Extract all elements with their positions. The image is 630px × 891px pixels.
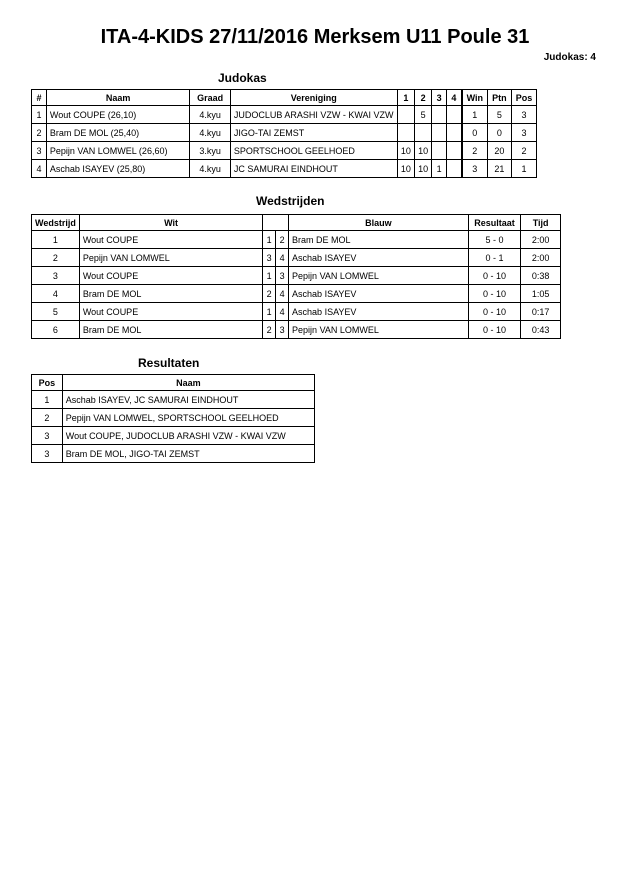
resultaat-pos: 2 bbox=[32, 409, 63, 427]
wedstrijd-nr: 5 bbox=[32, 303, 80, 321]
judoka-pos: 1 bbox=[511, 160, 536, 178]
judoka-score-4 bbox=[447, 160, 462, 178]
wedstrijd-wit-nr: 2 bbox=[263, 285, 276, 303]
page-title: ITA-4-KIDS 27/11/2016 Merksem U11 Poule 31 bbox=[100, 26, 530, 48]
wedstrijd-blauw-nr: 3 bbox=[276, 321, 289, 339]
judoka-score-4 bbox=[447, 142, 462, 160]
judoka-win: 0 bbox=[462, 124, 488, 142]
judoka-row bbox=[32, 142, 537, 160]
header-resultaat: Resultaat bbox=[468, 215, 521, 231]
header-blauw: Blauw bbox=[289, 215, 469, 231]
wedstrijd-row bbox=[32, 303, 561, 321]
judoka-win: 2 bbox=[462, 142, 488, 160]
judoka-vereniging: JUDOCLUB ARASHI VZW - KWAI VZW bbox=[230, 106, 397, 124]
wedstrijd-row bbox=[32, 321, 561, 339]
header-naam: Naam bbox=[46, 90, 189, 106]
wedstrijd-tijd: 0:17 bbox=[521, 303, 561, 321]
resultaat-row bbox=[32, 445, 315, 463]
header-wedstrijd: Wedstrijd bbox=[32, 215, 80, 231]
header-vereniging: Vereniging bbox=[230, 90, 397, 106]
wedstrijd-tijd: 2:00 bbox=[521, 249, 561, 267]
wedstrijd-nr: 2 bbox=[32, 249, 80, 267]
judoka-vereniging: JC SAMURAI EINDHOUT bbox=[230, 160, 397, 178]
judoka-nr: 2 bbox=[32, 124, 47, 142]
header-ptn: Ptn bbox=[487, 90, 511, 106]
wedstrijd-row bbox=[32, 249, 561, 267]
judoka-ptn: 0 bbox=[487, 124, 511, 142]
wedstrijd-tijd: 2:00 bbox=[521, 231, 561, 249]
header-graad: Graad bbox=[190, 90, 231, 106]
judoka-score-3 bbox=[432, 142, 447, 160]
wedstrijd-nr: 4 bbox=[32, 285, 80, 303]
judoka-score-3: 1 bbox=[432, 160, 447, 178]
resultaten-table bbox=[31, 374, 315, 463]
resultaat-pos: 3 bbox=[32, 445, 63, 463]
header-score-3: 3 bbox=[432, 90, 447, 106]
wedstrijd-blauw: Pepijn VAN LOMWEL bbox=[289, 321, 469, 339]
wedstrijd-blauw: Aschab ISAYEV bbox=[289, 303, 469, 321]
judoka-score-3 bbox=[432, 106, 447, 124]
judokas-count: Judokas: 4 bbox=[543, 52, 596, 63]
judoka-row bbox=[32, 160, 537, 178]
wedstrijd-blauw-nr: 4 bbox=[276, 249, 289, 267]
wedstrijd-row bbox=[32, 285, 561, 303]
judoka-score-2: 10 bbox=[415, 142, 432, 160]
wedstrijd-wit-nr: 1 bbox=[263, 231, 276, 249]
judoka-score-1: 10 bbox=[397, 142, 415, 160]
wedstrijd-wit: Bram DE MOL bbox=[79, 285, 262, 303]
judoka-score-1 bbox=[397, 106, 415, 124]
judoka-nr: 4 bbox=[32, 160, 47, 178]
judoka-row bbox=[32, 124, 537, 142]
wedstrijden-table bbox=[31, 214, 561, 339]
wedstrijden-header-row bbox=[32, 215, 561, 231]
wedstrijd-wit: Wout COUPE bbox=[79, 231, 262, 249]
judoka-graad: 4.kyu bbox=[190, 160, 231, 178]
judoka-pos: 2 bbox=[511, 142, 536, 160]
judoka-score-2 bbox=[415, 124, 432, 142]
header-tijd: Tijd bbox=[521, 215, 561, 231]
wedstrijd-blauw-nr: 4 bbox=[276, 303, 289, 321]
resultaat-naam: Pepijn VAN LOMWEL, SPORTSCHOOL GEELHOED bbox=[62, 409, 314, 427]
judoka-score-4 bbox=[447, 106, 462, 124]
section-title-resultaten: Resultaten bbox=[138, 356, 200, 370]
judoka-nr: 1 bbox=[32, 106, 47, 124]
judoka-ptn: 5 bbox=[487, 106, 511, 124]
judoka-score-3 bbox=[432, 124, 447, 142]
judoka-vereniging: JIGO-TAI ZEMST bbox=[230, 124, 397, 142]
wedstrijd-nr: 1 bbox=[32, 231, 80, 249]
wedstrijd-nr: 3 bbox=[32, 267, 80, 285]
judoka-score-1 bbox=[397, 124, 415, 142]
wedstrijd-resultaat: 0 - 10 bbox=[468, 303, 521, 321]
judoka-naam: Wout COUPE (26,10) bbox=[46, 106, 189, 124]
header-pos: Pos bbox=[511, 90, 536, 106]
resultaat-row bbox=[32, 409, 315, 427]
judokas-header-row bbox=[32, 90, 537, 106]
resultaat-pos: 1 bbox=[32, 391, 63, 409]
judoka-win: 1 bbox=[462, 106, 488, 124]
resultaten-header-row bbox=[32, 375, 315, 391]
judoka-naam: Aschab ISAYEV (25,80) bbox=[46, 160, 189, 178]
judoka-ptn: 21 bbox=[487, 160, 511, 178]
judoka-nr: 3 bbox=[32, 142, 47, 160]
wedstrijd-resultaat: 0 - 1 bbox=[468, 249, 521, 267]
wedstrijd-wit-nr: 1 bbox=[263, 303, 276, 321]
wedstrijd-wit: Bram DE MOL bbox=[79, 321, 262, 339]
wedstrijd-resultaat: 0 - 10 bbox=[468, 321, 521, 339]
judoka-score-2: 10 bbox=[415, 160, 432, 178]
resultaat-row bbox=[32, 391, 315, 409]
wedstrijd-blauw-nr: 3 bbox=[276, 267, 289, 285]
judoka-win: 3 bbox=[462, 160, 488, 178]
wedstrijd-blauw: Aschab ISAYEV bbox=[289, 285, 469, 303]
header-naam: Naam bbox=[62, 375, 314, 391]
header-spacer bbox=[263, 215, 289, 231]
wedstrijd-blauw: Aschab ISAYEV bbox=[289, 249, 469, 267]
wedstrijd-nr: 6 bbox=[32, 321, 80, 339]
wedstrijd-tijd: 0:38 bbox=[521, 267, 561, 285]
judoka-score-1: 10 bbox=[397, 160, 415, 178]
judoka-pos: 3 bbox=[511, 106, 536, 124]
judoka-naam: Bram DE MOL (25,40) bbox=[46, 124, 189, 142]
section-title-judokas: Judokas bbox=[218, 71, 267, 85]
header-win: Win bbox=[462, 90, 488, 106]
resultaat-pos: 3 bbox=[32, 427, 63, 445]
wedstrijd-blauw-nr: 2 bbox=[276, 231, 289, 249]
resultaat-row bbox=[32, 427, 315, 445]
wedstrijd-row bbox=[32, 231, 561, 249]
judoka-score-4 bbox=[447, 124, 462, 142]
judoka-score-2: 5 bbox=[415, 106, 432, 124]
judoka-naam: Pepijn VAN LOMWEL (26,60) bbox=[46, 142, 189, 160]
judoka-graad: 4.kyu bbox=[190, 124, 231, 142]
header-pos: Pos bbox=[32, 375, 63, 391]
wedstrijd-wit: Wout COUPE bbox=[79, 303, 262, 321]
wedstrijd-blauw: Pepijn VAN LOMWEL bbox=[289, 267, 469, 285]
wedstrijd-wit-nr: 1 bbox=[263, 267, 276, 285]
resultaat-naam: Wout COUPE, JUDOCLUB ARASHI VZW - KWAI VZW bbox=[62, 427, 314, 445]
header-nr: # bbox=[32, 90, 47, 106]
judoka-pos: 3 bbox=[511, 124, 536, 142]
judoka-graad: 3.kyu bbox=[190, 142, 231, 160]
judokas-table bbox=[31, 89, 537, 178]
resultaat-naam: Bram DE MOL, JIGO-TAI ZEMST bbox=[62, 445, 314, 463]
judoka-ptn: 20 bbox=[487, 142, 511, 160]
judoka-graad: 4.kyu bbox=[190, 106, 231, 124]
wedstrijd-wit-nr: 3 bbox=[263, 249, 276, 267]
resultaat-naam: Aschab ISAYEV, JC SAMURAI EINDHOUT bbox=[62, 391, 314, 409]
header-score-1: 1 bbox=[397, 90, 415, 106]
header-score-2: 2 bbox=[415, 90, 432, 106]
judoka-vereniging: SPORTSCHOOL GEELHOED bbox=[230, 142, 397, 160]
wedstrijd-resultaat: 0 - 10 bbox=[468, 267, 521, 285]
wedstrijd-tijd: 0:43 bbox=[521, 321, 561, 339]
header-wit: Wit bbox=[79, 215, 262, 231]
judoka-row bbox=[32, 106, 537, 124]
wedstrijd-resultaat: 5 - 0 bbox=[468, 231, 521, 249]
section-title-wedstrijden: Wedstrijden bbox=[256, 194, 325, 208]
wedstrijd-row bbox=[32, 267, 561, 285]
wedstrijd-resultaat: 0 - 10 bbox=[468, 285, 521, 303]
header-score-4: 4 bbox=[447, 90, 462, 106]
wedstrijd-blauw-nr: 4 bbox=[276, 285, 289, 303]
wedstrijd-wit-nr: 2 bbox=[263, 321, 276, 339]
wedstrijd-tijd: 1:05 bbox=[521, 285, 561, 303]
wedstrijd-wit: Pepijn VAN LOMWEL bbox=[79, 249, 262, 267]
wedstrijd-wit: Wout COUPE bbox=[79, 267, 262, 285]
wedstrijd-blauw: Bram DE MOL bbox=[289, 231, 469, 249]
